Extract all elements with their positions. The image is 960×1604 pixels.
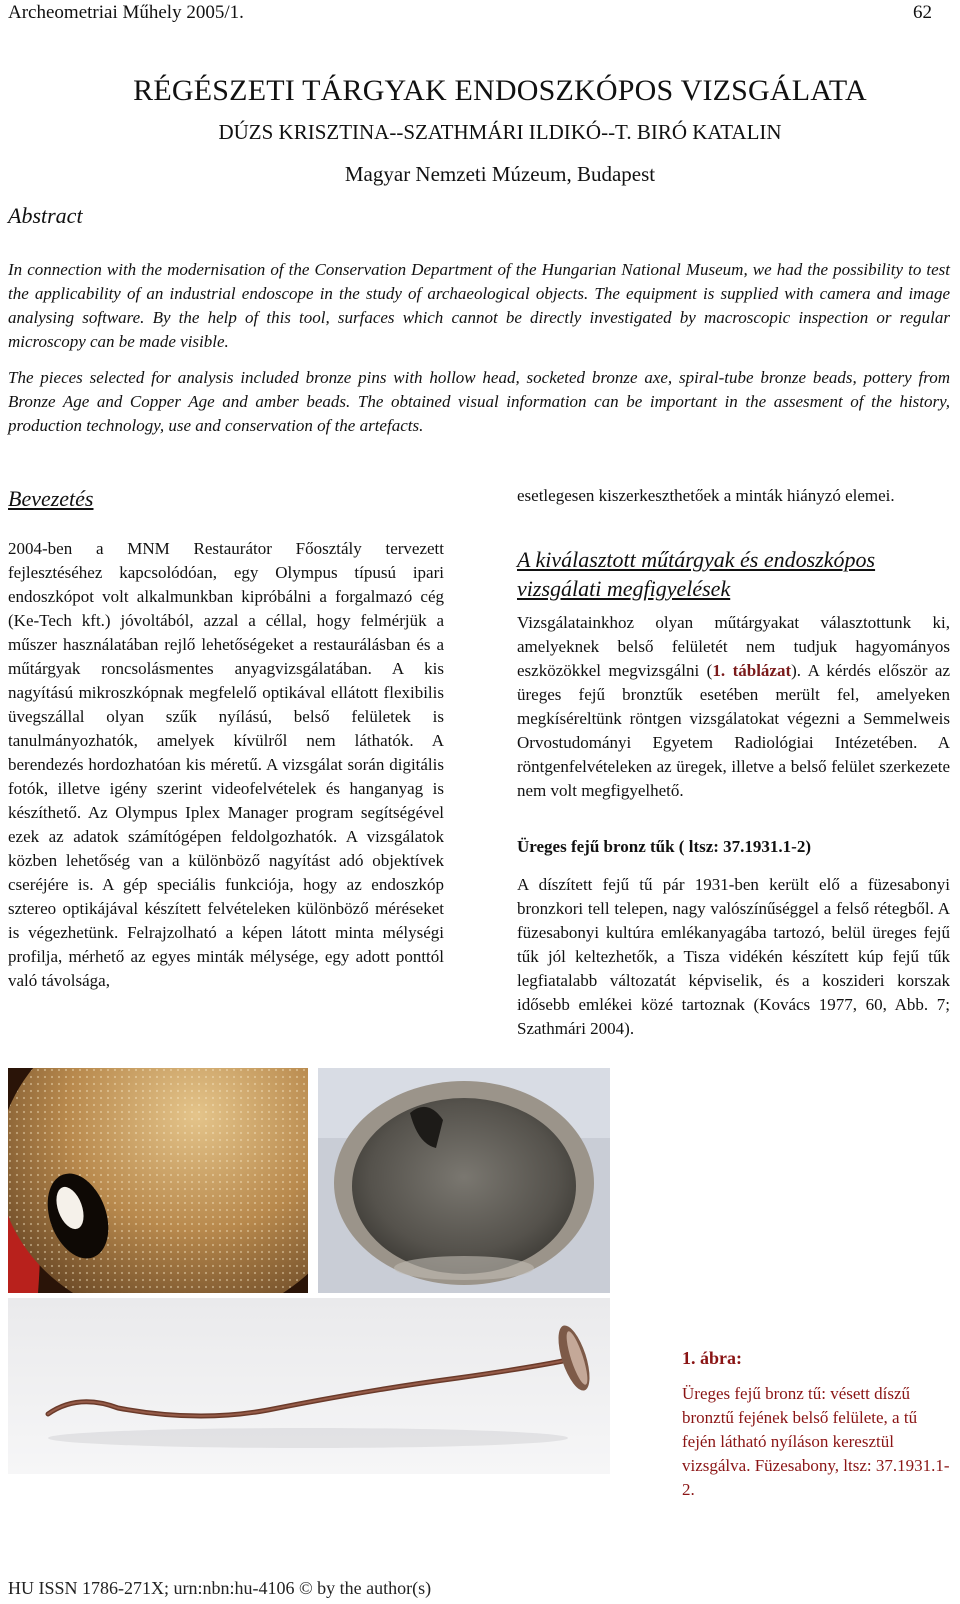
continuation-text: esetlegesen kiszerkeszthetőek a minták hiányzó elemei. bbox=[517, 486, 895, 505]
intro-paragraph: 2004-ben a MNM Restaurátor Főosztály tervezett fejlesztéséhez kapcsolódóan, egy Olympus típusú ipari endoszkópot volt alkalmunkban kipróbálni a forgalmazó cég (Ke-Tech kft.) jóvoltából, azzal a céllal, hogy felmérjük a műszer használatában rejlő lehetőségeket a restaurálásban és a műtárgyak roncsolásmentes anyagvizsgálatában. A kis nagyítású mikroszkópnak megfelelő optikával ellátott flexibilis üvegszállal olyan szűk nyílású, belső felületek is tanulmányozhatók, amelyek kívülről nem láthatók. A berendezés hordozhatóan kis méretű. A vizsgálat során digitális fotók, illetve igény szerint videofelvételek és hanganyag is készíthető. Az Olympus Iplex Manager program segítségével ezek az adatok számítógépen feldolgozhatók. A vizsgálatok közben lehetőség van a különböző nagyítást adó objektívek cseréjére is. A gép speciális funkciója, hogy az endoszkóp sztereo optikájával készített felvételeken különböző méréseket is végezhetünk. Felrajzolható a képen látott minta mélységi profilja, mérhető az egyes minták mélysége, egy adott ponttól való távolsága, bbox=[8, 539, 444, 990]
authors: DÚZS KRISZTINA--SZATHMÁRI ILDIKÓ--T. BIRÓ KATALIN bbox=[218, 120, 782, 144]
journal-header: Archeometriai Műhely 2005/1. bbox=[8, 2, 244, 23]
figure-label: 1. ábra: bbox=[682, 1348, 742, 1368]
figure-photo-pin-head bbox=[8, 1068, 308, 1293]
section-heading-selected-artefacts: A kiválasztott műtárgyak és endoszkópos vizsgálati megfigyelések bbox=[517, 547, 876, 601]
paper-title: RÉGÉSZETI TÁRGYAK ENDOSZKÓPOS VIZSGÁLATA bbox=[133, 74, 867, 107]
bronze-pins-paragraph: A díszített fejű tű pár 1931-ben került elő a füzesabonyi bronzkori tell telepen, nagy valószínűséggel a felső rétegből. A füzesabonyi kultúra emlékanyagába tartozó, belül üreges fejű tűk jól keltezhetők, a Tisza vidékén készített kúp fejű tűk legfiatalabb változatát képviselik, és a koszideri korszak idősebb emlékei közé tartoznak (Kovács 1977, 60, Abb. 7; Szathmári 2004). bbox=[517, 875, 950, 1038]
table-reference: 1. táblázat bbox=[712, 661, 792, 680]
figure-caption: Üreges fejű bronz tű: vésett díszű bronztű fejének belső felülete, a tű fején látható nyíláson keresztül vizsgálva. Füzesabony, ltsz: 37.1931.1-2. bbox=[682, 1384, 950, 1499]
figure-photo-whole-pin bbox=[8, 1298, 610, 1474]
page-number: 62 bbox=[913, 2, 932, 23]
selected-artefacts-paragraph: Vizsgálatainkhoz olyan műtárgyakat választottunk ki, amelyeknek belső felületét nem tudjuk hagyományos eszközökkel megvizsgálni (1. táblázat). A kérdés először az üreges fejű bronztűk esetében merült fel, amelyeken megkíséreltünk röntgen vizsgálatokat végezni a Semmelweis Orvostudományi Egyetem Radiológiai Intézetében. A röntgenfelvételeken az üregek, illetve a belső felület szerkezete nem volt megfigyelhető. bbox=[517, 613, 950, 800]
subheading-bronze-pins: Üreges fejű bronz tűk ( ltsz: 37.1931.1-2) bbox=[517, 837, 811, 856]
figure-photo-pin-interior bbox=[318, 1068, 610, 1293]
abstract-paragraph-1: In connection with the modernisation of the Conservation Department of the Hungarian National Museum, we had the possibility to test the applicability of an industrial endoscope in the study of archaeological objects. The equipment is supplied with camera and image analysing software. By the help of this tool, surfaces which cannot be directly investigated by macroscopic inspection or regular microscopy can be made visible. bbox=[8, 260, 950, 351]
abstract-heading: Abstract bbox=[8, 203, 83, 228]
abstract-paragraph-2: The pieces selected for analysis included bronze pins with hollow head, socketed bronze axe, spiral-tube bronze beads, pottery from Bronze Age and Copper Age and amber beads. The obtained visual information can be important in the assesment of the history, production technology, use and conservation of the artefacts. bbox=[8, 368, 950, 435]
affiliation: Magyar Nemzeti Múzeum, Budapest bbox=[344, 162, 656, 186]
footer-issn: HU ISSN 1786-271X; urn:nbn:hu-4106 © by the author(s) bbox=[8, 1578, 432, 1598]
section-heading-bevezetes: Bevezetés bbox=[8, 486, 94, 511]
